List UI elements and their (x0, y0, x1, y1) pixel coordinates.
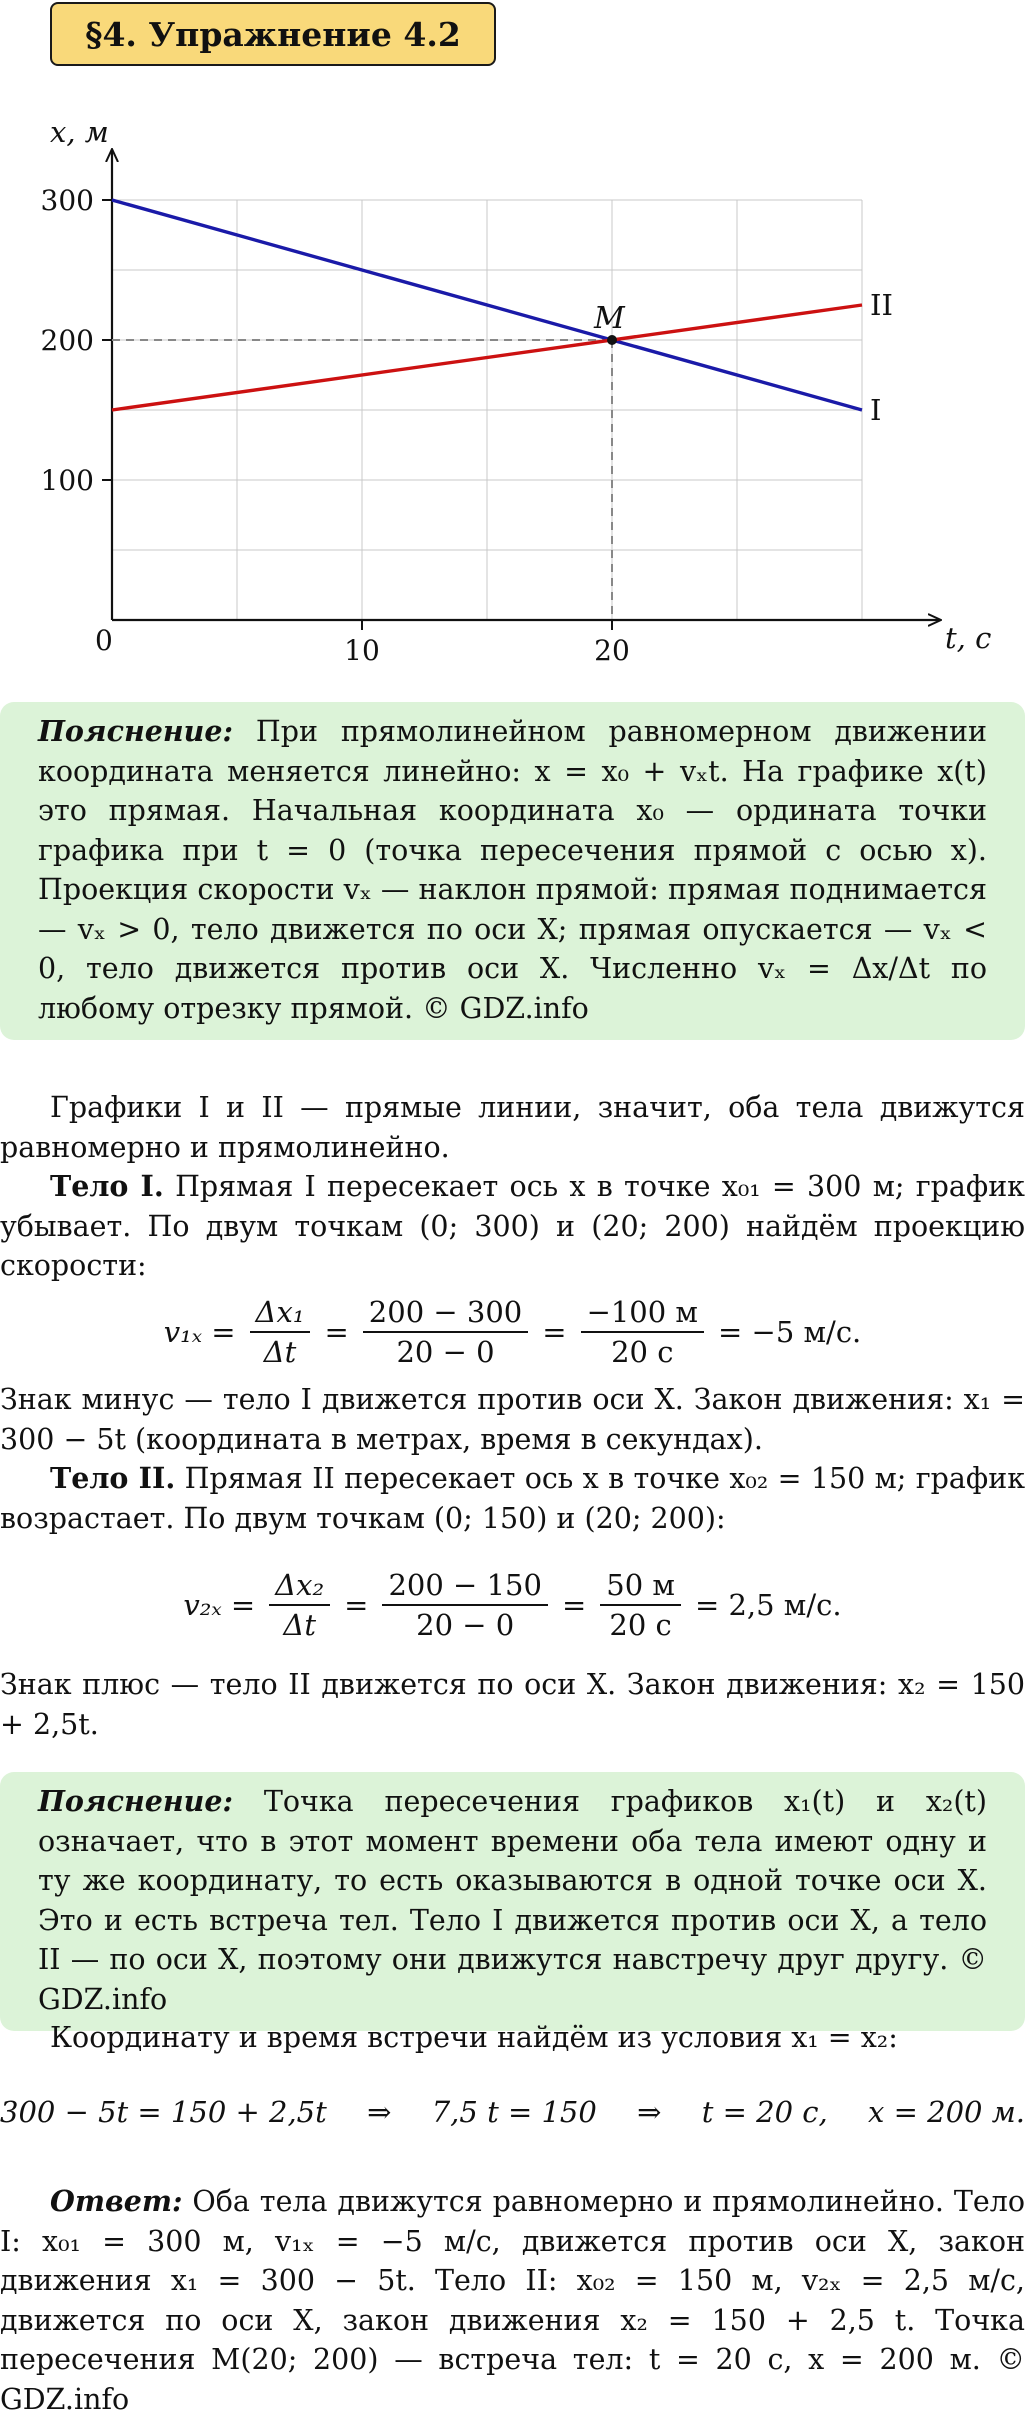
v2-frac3-den: 20 с (609, 1608, 672, 1642)
implies-arrow-1: ⇒ (367, 2095, 392, 2129)
velocity-1-formula: v₁ₓ = $\frac{\text{Δx₁}}{\Delta t}$ = $\frac{200 - 300}{20 - 0}$ = $\frac{-100 м}{20 с}$ = −5 м/с. (163, 1295, 862, 1369)
v1-lhs: v₁ₓ = (163, 1315, 236, 1349)
series-label-II: II (870, 288, 893, 322)
y-tick-label: 100 (40, 464, 94, 497)
meeting-eq4: x = 200 м. (868, 2095, 1025, 2129)
v1-frac2-den: 20 − 0 (396, 1335, 495, 1369)
origin-label: 0 (95, 624, 113, 657)
explanation-2-label: Пояснение: (38, 1784, 234, 1818)
meeting-eq1: 300 − 5t = 150 + 2,5t (0, 2095, 327, 2129)
explanation-1-copyright: © GDZ.info (422, 991, 589, 1025)
v2-frac1-num: Δx₂ (269, 1568, 330, 1606)
body1-text: Прямая I пересекает ось x в точке x₀₁ = 300 м; график убывает. По двум точкам (0; 300) и (20; 200) найдём проекцию скорости: (0, 1170, 1025, 1282)
answer-paragraph (0, 2182, 1025, 2419)
v1-result: = −5 м/с. (718, 1315, 862, 1349)
series-label-I: I (870, 393, 882, 427)
chart-grid (112, 200, 862, 620)
body2-paragraph (0, 1459, 1025, 1538)
v1-frac1-num: Δx₁ (250, 1295, 311, 1333)
meeting-equation (0, 2093, 1025, 2133)
body1-after: Знак минус — тело I движется против оси X. Закон движения: x₁ = 300 − 5t (координата в метрах, время в секундах). (0, 1383, 1025, 1456)
explanation-box-1 (0, 702, 1025, 1040)
point-label: M (594, 301, 625, 336)
v2-frac2-num: 200 − 150 (382, 1568, 547, 1606)
v1-frac3-num: −100 м (581, 1295, 704, 1333)
body1-paragraph (0, 1167, 1025, 1286)
y-tick-label: 200 (40, 324, 94, 357)
explanation-2-copyright: © GDZ.info (38, 1943, 987, 2016)
explanation-box-2 (0, 1772, 1025, 2031)
v1-frac1-den: Δt (263, 1335, 297, 1369)
v2-frac3-num: 50 м (600, 1568, 681, 1606)
intersection-point (607, 335, 617, 345)
body2-label: Тело II. (50, 1461, 176, 1495)
meeting-eq2: 7,5 t = 150 (431, 2095, 597, 2129)
v2-frac1-den: Δt (283, 1608, 316, 1642)
meeting-eq3: t = 20 с, (701, 2095, 828, 2129)
answer-copyright: © GDZ.info (0, 2343, 1025, 2416)
answer-text: Оба тела движутся равномерно и прямолинейно. Тело I: x₀₁ = 300 м, v₁ₓ = −5 м/с, движется против оси X, закон движения x₁ = 300 − 5t. Тело II: x₀₂ = 150 м, v₂ₓ = 2,5 м/с, движется по оси X, закон движения x₂ = 150 + 2,5 t. Точка пересечения M(20; 200) — встреча тел: t = 20 с, x = 200 м. (0, 2185, 1025, 2376)
y-tick-label: 300 (40, 184, 94, 217)
v2-frac2-den: 20 − 0 (416, 1608, 515, 1642)
v2-result: = 2,5 м/с. (694, 1588, 842, 1622)
implies-arrow-2: ⇒ (637, 2095, 662, 2129)
body2-after: Знак плюс — тело II движется по оси X. Закон движения: x₂ = 150 + 2,5t. (0, 1668, 1025, 1741)
solution-intro: Графики I и II — прямые линии, значит, оба тела движутся равномерно и прямолинейно. (0, 1091, 1025, 1164)
x-tick-label: 20 (594, 634, 630, 667)
v2-lhs: v₂ₓ = (183, 1588, 256, 1622)
v1-frac2-num: 200 − 300 (363, 1295, 528, 1333)
body1-label: Тело I. (50, 1169, 164, 1203)
body2-text: Прямая II пересекает ось x в точке x₀₂ = 150 м; график возрастает. По двум точкам (0; 150) и (20; 200): (0, 1462, 1025, 1535)
motion-graph (0, 110, 1025, 670)
meeting-intro: Координату и время встречи найдём из условия x₁ = x₂: (50, 2021, 898, 2054)
explanation-1-text: При прямолинейном равномерном движении координата меняется линейно: x = x₀ + vₓt. На графике x(t) это прямая. Начальная координата x₀ — ордината точки графика при t = 0 (точка пересечения прямой с осью x). Проекция скорости vₓ — наклон прямой: прямая поднимается — vₓ > 0, тело движется по оси X; прямая опускается — vₓ < 0, тело движется против оси X. Численно vₓ = Δx/Δt по любому отрезку прямой. (38, 715, 987, 1025)
velocity-2-formula: v₂ₓ = $\frac{\text{Δx₂}}{\Delta t}$ = $\frac{200 - 150}{20 - 0}$ = $\frac{50 м}{20 с}$ = 2,5 м/с. (183, 1568, 842, 1642)
x-axis-label: t, c (945, 621, 992, 655)
x-tick-label: 10 (344, 634, 380, 667)
y-axis-label: x, м (50, 115, 109, 149)
v1-frac3-den: 20 с (611, 1335, 674, 1369)
page-title: §4. Упражнение 4.2 (50, 2, 496, 66)
explanation-1-label: Пояснение: (38, 714, 234, 748)
explanation-2-text: Точка пересечения графиков x₁(t) и x₂(t) означает, что в этот момент времени оба тела имеют одну и ту же координату, то есть оказываются в одной точке оси X. Это и есть встреча тел. Тело I движется против оси X, а тело II — по оси X, поэтому они движутся навстречу друг другу. (38, 1785, 988, 1976)
answer-label: Ответ: (50, 2184, 183, 2218)
